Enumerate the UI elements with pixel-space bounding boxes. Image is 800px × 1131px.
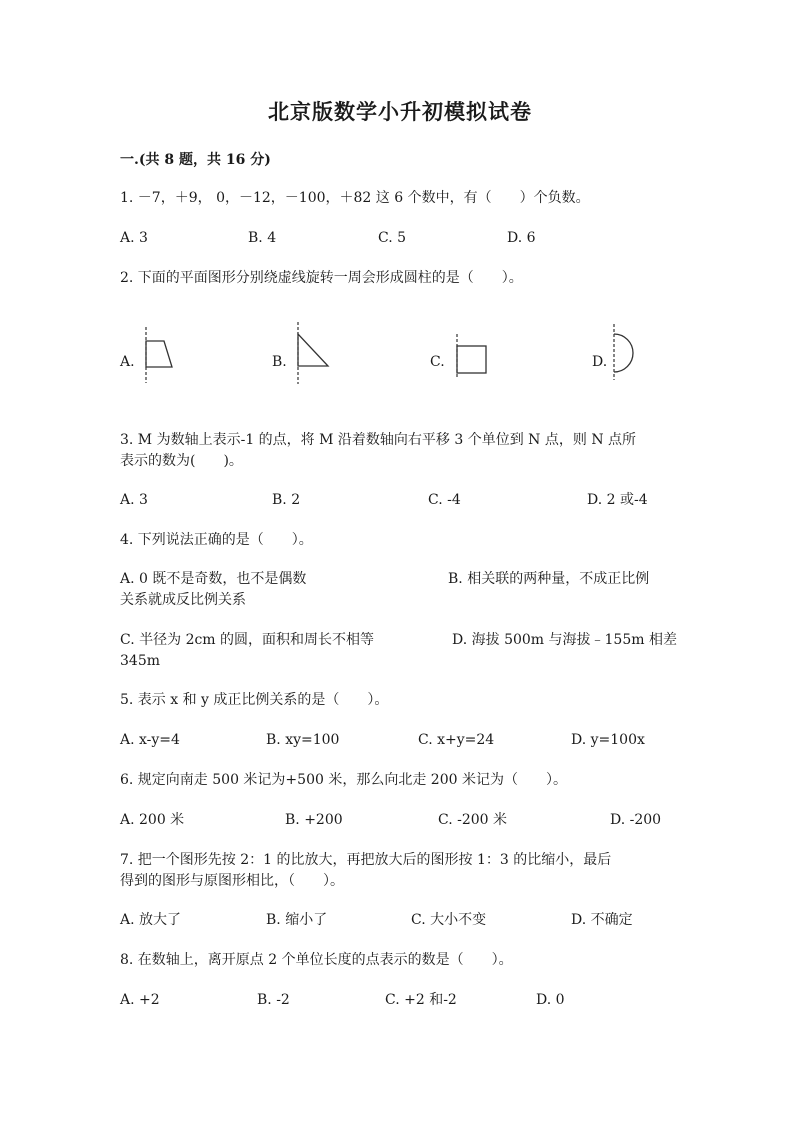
- question-6-stem: 6. 规定向南走 500 米记为+500 米，那么向北走 200 米记为（ ）。: [120, 772, 567, 788]
- question-1-option-b: B. 4: [248, 230, 277, 246]
- question-6-option-d: D. -200: [610, 812, 662, 828]
- question-7-stem-line-1: 7. 把一个图形先按 2：1 的比放大，再把放大后的图形按 1：3 的比缩小，最后: [120, 852, 612, 868]
- question-7-stem-line-2: 得到的图形与原图形相比，（ ）。: [120, 873, 344, 889]
- question-8-option-c: C. +2 和-2: [385, 992, 457, 1008]
- question-5-stem: 5. 表示 x 和 y 成正比例关系的是（ ）。: [120, 692, 389, 708]
- question-1-option-c: C. 5: [378, 230, 407, 246]
- question-6-option-a: A. 200 米: [120, 812, 185, 828]
- question-3-option-b: B. 2: [272, 492, 301, 508]
- question-8-option-a: A. +2: [120, 992, 160, 1008]
- question-5-option-a: A. x-y=4: [120, 732, 180, 748]
- question-1-stem: 1. －7，＋9， 0，－12，－100，＋82 这 6 个数中，有（ ）个负数。: [120, 190, 590, 206]
- question-8-option-b: B. -2: [257, 992, 290, 1008]
- question-4-stem: 4. 下列说法正确的是（ ）。: [120, 532, 313, 548]
- question-4-option-d-continued: 345m: [120, 653, 160, 669]
- question-1-option-d: D. 6: [507, 230, 536, 246]
- question-3-option-a: A. 3: [120, 492, 148, 508]
- question-6-option-c: C. -200 米: [438, 812, 508, 828]
- question-7-option-a: A. 放大了: [120, 912, 182, 928]
- question-5-option-d: D. y=100x: [571, 732, 645, 748]
- question-1-option-a: A. 3: [120, 230, 148, 246]
- question-2-option-b: B.: [272, 354, 287, 370]
- semicircle-figure: [604, 322, 640, 382]
- trapezoid-figure: [138, 325, 178, 385]
- question-3-option-d: D. 2 或-4: [587, 492, 648, 508]
- triangle-figure: [290, 320, 330, 386]
- question-4-option-d: D. 海拔 500m 与海拔﹣155m 相差: [452, 632, 677, 648]
- question-3-stem-line-2: 表示的数为( )。: [120, 453, 243, 469]
- section-heading: 一.(共 8 题，共 16 分): [120, 152, 271, 168]
- question-8-stem: 8. 在数轴上，离开原点 2 个单位长度的点表示的数是（ ）。: [120, 952, 513, 968]
- question-3-option-c: C. -4: [428, 492, 461, 508]
- question-6-option-b: B. +200: [285, 812, 343, 828]
- question-5-option-b: B. xy=100: [266, 732, 340, 748]
- question-7-option-d: D. 不确定: [571, 912, 633, 928]
- question-2-stem: 2. 下面的平面图形分别绕虚线旋转一周会形成圆柱的是（ ）。: [120, 270, 523, 286]
- question-5-option-c: C. x+y=24: [418, 732, 495, 748]
- rectangle-figure: [450, 332, 490, 380]
- exam-title: 北京版数学小升初模拟试卷: [268, 99, 532, 124]
- question-3-stem-line-1: 3. M 为数轴上表示-1 的点，将 M 沿着数轴向右平移 3 个单位到 N 点，则 N 点所: [120, 432, 637, 448]
- question-2-option-a: A.: [120, 354, 135, 370]
- question-7-option-c: C. 大小不变: [411, 912, 487, 928]
- question-4-option-b-continued: 关系就成反比例关系: [120, 592, 246, 608]
- question-7-option-b: B. 缩小了: [266, 912, 328, 928]
- question-2-option-c: C.: [430, 354, 445, 370]
- question-4-option-c: C. 半径为 2cm 的圆，面积和周长不相等: [120, 632, 375, 648]
- question-8-option-d: D. 0: [536, 992, 565, 1008]
- question-4-option-a: A. 0 既不是奇数，也不是偶数: [120, 571, 307, 587]
- question-4-option-b: B. 相关联的两种量，不成正比例: [448, 571, 650, 587]
- question-2-option-d: D.: [592, 354, 608, 370]
